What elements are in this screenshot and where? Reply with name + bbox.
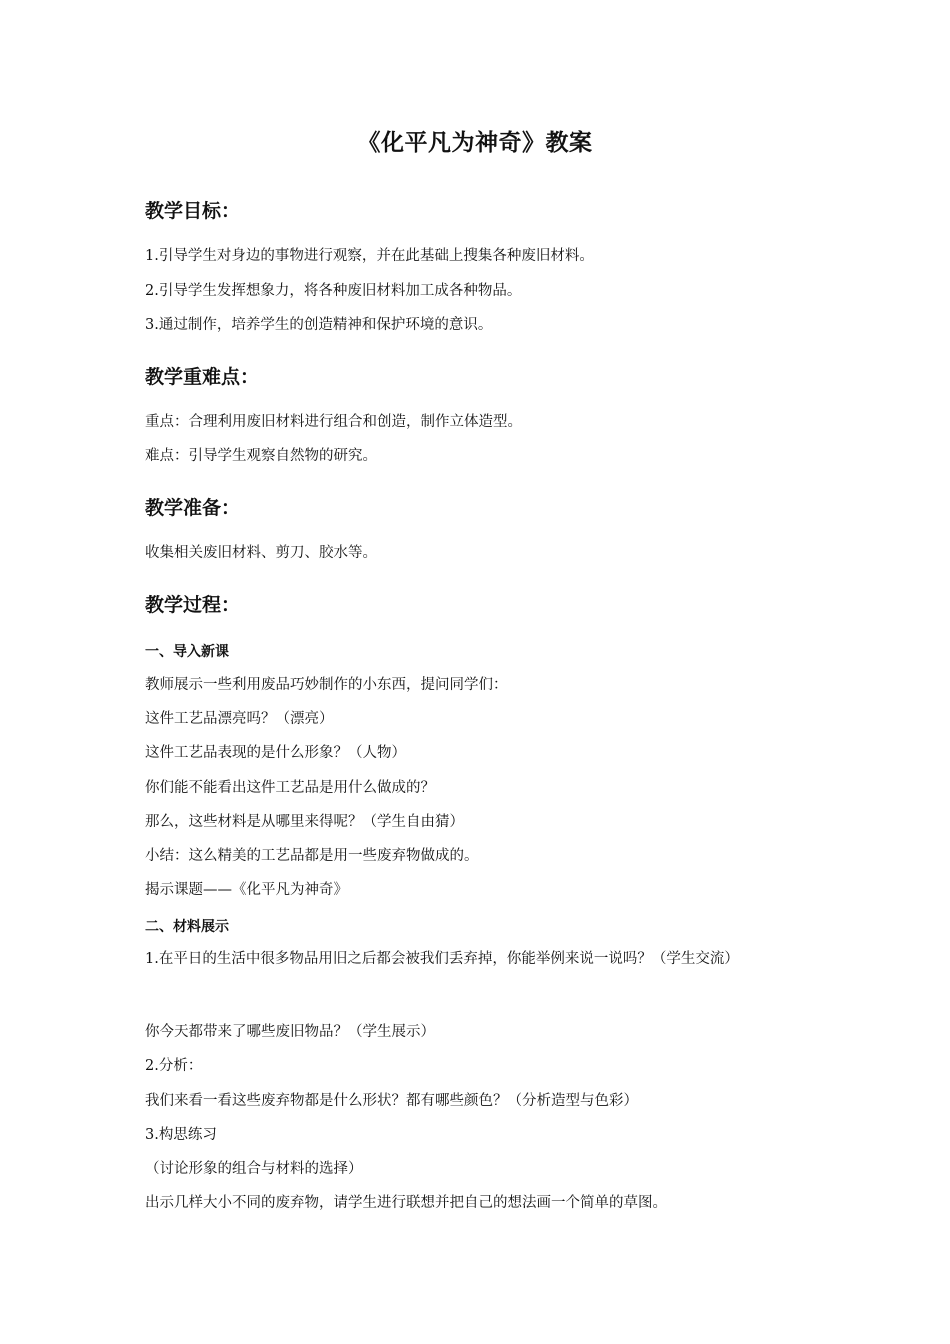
section-line: 3.构思练习 xyxy=(145,1127,217,1143)
section-line: 出示几样大小不同的废弃物，请学生进行联想并把自己的想法画一个简单的草图。 xyxy=(145,1195,667,1211)
section-line: 你们能不能看出这件工艺品是用什么做成的？ xyxy=(145,780,435,796)
objective-item: 1.引导学生对身边的事物进行观察，并在此基础上搜集各种废旧材料。 xyxy=(145,248,594,264)
preparation-heading: 教学准备： xyxy=(145,497,241,519)
key-points-heading: 教学重难点： xyxy=(145,366,260,388)
section-line: 小结：这么精美的工艺品都是用一些废弃物做成的。 xyxy=(145,848,479,864)
section-line: 2.分析： xyxy=(145,1058,203,1074)
section-heading-materials: 二、材料展示 xyxy=(145,919,229,935)
section-line: 揭示课题——《化平凡为神奇》 xyxy=(145,882,348,898)
section-line: 教师展示一些利用废品巧妙制作的小东西，提问同学们： xyxy=(145,677,508,693)
section-line: 这件工艺品漂亮吗？（漂亮） xyxy=(145,711,334,727)
key-point-item: 难点：引导学生观察自然物的研究。 xyxy=(145,448,377,464)
section-line: 那么，这些材料是从哪里来得呢？（学生自由猜） xyxy=(145,814,464,830)
section-line-wrapped: 1.在平日的生活中很多物品用旧之后都会被我们丢弃掉，你能举例来说一说吗？（学生交流） xyxy=(145,951,739,967)
objective-item: 3.通过制作，培养学生的创造精神和保护环境的意识。 xyxy=(145,317,493,333)
section-line: 我们来看一看这些废弃物都是什么形状？都有哪些颜色？（分析造型与色彩） xyxy=(145,1093,638,1109)
section-heading-intro: 一、导入新课 xyxy=(145,644,229,660)
objectives-heading: 教学目标： xyxy=(145,200,241,222)
process-heading: 教学过程： xyxy=(145,594,241,616)
objective-item: 2.引导学生发挥想象力，将各种废旧材料加工成各种物品。 xyxy=(145,283,522,299)
section-line: 这件工艺品表现的是什么形象？（人物） xyxy=(145,745,406,761)
document-title: 《化平凡为神奇》教案 xyxy=(357,130,593,156)
preparation-item: 收集相关废旧材料、剪刀、胶水等。 xyxy=(145,545,377,561)
section-line: 你今天都带来了哪些废旧物品？（学生展示） xyxy=(145,1024,435,1040)
section-line: （讨论形象的组合与材料的选择） xyxy=(145,1161,363,1177)
key-point-item: 重点：合理利用废旧材料进行组合和创造，制作立体造型。 xyxy=(145,414,522,430)
